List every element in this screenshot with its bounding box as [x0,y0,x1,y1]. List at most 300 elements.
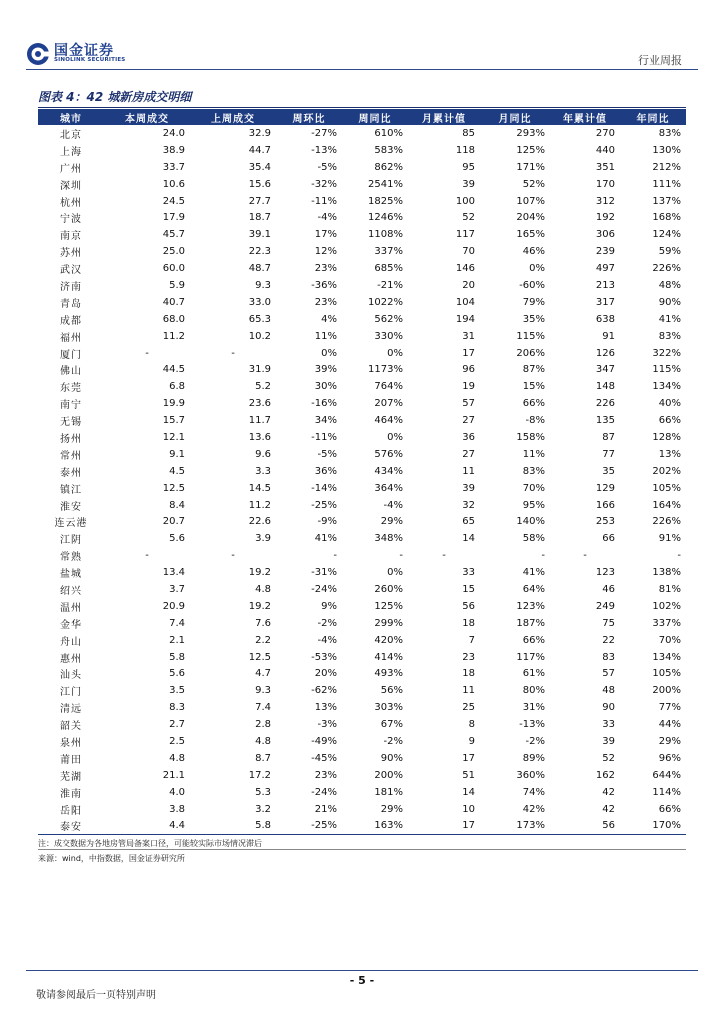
value-cell: 1022% [368,296,403,308]
value-cell: 61% [522,668,545,680]
value-cell: -16% [311,398,337,410]
logo-chinese-name: 国金证券 [54,43,114,59]
value-cell: 14.5 [248,482,271,494]
table-row [38,767,686,784]
city-cell: 金华 [60,619,82,631]
value-cell: 40% [658,398,681,410]
city-cell: 温州 [60,602,82,614]
value-cell: 17 [462,347,475,359]
value-cell: 3.8 [169,803,185,815]
city-cell: 广州 [60,163,82,175]
table-row [38,412,686,429]
value-cell: -13% [519,719,545,731]
value-cell: 5.8 [190,818,276,835]
value-cell: 95% [522,499,545,511]
table-row [38,666,686,683]
city-cell: 江阴 [60,535,82,547]
city-cell: 宁波 [60,214,82,226]
value-cell: 39% [314,364,337,376]
value-cell: 33.0 [248,296,271,308]
value-cell: 52 [462,212,475,224]
value-cell: 4.4 [104,818,190,835]
value-cell: -2% [317,617,337,629]
value-cell: 15 [462,583,475,595]
table-row [38,716,686,733]
value-cell: 27.7 [248,195,271,207]
table-row [38,142,686,159]
column-header: 周环比 [276,109,342,125]
value-cell: -8% [525,415,545,427]
value-cell: 5.3 [255,786,271,798]
value-cell: -36% [311,279,337,291]
value-cell: 18.7 [248,212,271,224]
value-cell: 270 [595,127,615,139]
title-divider [38,107,686,108]
value-cell: -2% [383,736,403,747]
value-cell: 31 [462,330,475,342]
value-cell: 85 [462,127,475,139]
value-cell: 114% [652,786,681,798]
value-cell: 104 [455,296,475,308]
table-row [38,277,686,294]
value-cell: 158% [516,431,545,443]
value-cell: - [677,550,681,562]
value-cell: 638 [595,313,615,325]
value-cell: 312 [595,195,615,207]
value-cell: 200% [652,685,681,697]
city-cell: 上海 [60,146,82,158]
city-cell: 淮南 [60,788,82,800]
table-row [38,159,686,176]
table-row [38,682,686,699]
city-cell: 莆田 [60,754,82,766]
value-cell: 9 [468,736,475,747]
value-cell: 187% [516,617,545,629]
value-cell: 337% [374,246,403,258]
value-cell: 66 [602,533,615,545]
table-row [38,513,686,530]
value-cell: - [145,550,149,562]
value-cell: 39 [602,736,615,747]
value-cell: -32% [311,178,337,190]
value-cell: 3.9 [255,533,271,545]
value-cell: 181% [374,786,403,798]
city-cell: 镇江 [60,484,82,496]
value-cell: 134% [652,651,681,663]
value-cell: 57 [602,668,615,680]
value-cell: 12% [314,246,337,258]
value-cell: 9.6 [255,448,271,460]
table-row [38,446,686,463]
value-cell: 351 [595,161,615,173]
value-cell: 41% [314,533,337,545]
column-header: 月累计值 [408,109,480,125]
city-cell: 武汉 [60,265,82,277]
value-cell: 213 [595,279,615,291]
value-cell: 117 [455,229,475,241]
value-cell: 42% [522,803,545,815]
value-cell: 7.6 [255,617,271,629]
table-source: 来源：wind，中指数据，国金证券研究所 [38,854,185,863]
value-cell: 68.0 [162,313,185,325]
value-cell: 166 [595,499,615,511]
company-logo-icon [26,42,50,66]
value-cell: -49% [311,736,337,747]
new-home-sales-table [38,109,686,835]
table-row [38,209,686,226]
value-cell: 18 [462,617,475,629]
value-cell: 464% [374,415,403,427]
value-cell: -21% [377,279,403,291]
value-cell: 42 [602,803,615,815]
document-type: 行业周报 [638,54,682,67]
value-cell: 17 [462,752,475,764]
value-cell: 52 [602,752,615,764]
value-cell: 3.3 [255,465,271,477]
value-cell: 125% [374,600,403,612]
value-cell: 5.9 [169,279,185,291]
value-cell: 163% [342,818,408,835]
value-cell: 66% [658,803,681,815]
value-cell: 35% [522,313,545,325]
value-cell: 87% [522,364,545,376]
table-row [38,226,686,243]
value-cell: 90% [380,752,403,764]
value-cell: 135 [595,415,615,427]
city-cell: 扬州 [60,433,82,445]
value-cell: -4% [317,212,337,224]
value-cell: 293% [516,127,545,139]
table-row [38,176,686,193]
value-cell: 126 [595,347,615,359]
table-row [38,547,686,564]
value-cell: 67% [380,719,403,731]
value-cell: 56 [462,600,475,612]
value-cell: 91 [602,330,615,342]
table-row [38,378,686,395]
value-cell: 299% [374,617,403,629]
column-header: 周同比 [342,109,408,125]
value-cell: 115% [652,364,681,376]
value-cell: 19 [462,381,475,393]
value-cell: 260% [374,583,403,595]
city-cell: 济南 [60,281,82,293]
value-cell: 19.2 [248,567,271,579]
table-row [38,294,686,311]
table-row [38,632,686,649]
value-cell: 44% [658,719,681,731]
value-cell: 39 [462,482,475,494]
city-cell: 岳阳 [60,805,82,817]
value-cell: 134% [652,381,681,393]
value-cell: 22.3 [248,246,271,258]
value-cell: 66% [658,415,681,427]
value-cell: 610% [374,127,403,139]
value-cell: 31% [522,702,545,714]
value-cell: -9% [317,516,337,528]
value-cell: 576% [374,448,403,460]
value-cell: 165% [516,229,545,241]
figure-title: 图表 4：42 城新房成交明细 [38,90,192,104]
value-cell: 129 [595,482,615,494]
city-cell: 韶关 [60,721,82,733]
value-cell: 111% [652,178,681,190]
value-cell: 306 [595,229,615,241]
value-cell: -24% [311,786,337,798]
value-cell: 2.8 [255,719,271,731]
value-cell: 7.4 [255,702,271,714]
value-cell: 0% [387,431,403,443]
value-cell: 20.7 [162,516,185,528]
table-header-row [38,109,686,125]
value-cell: 12.5 [248,651,271,663]
header-divider [26,69,698,70]
value-cell: 414% [374,651,403,663]
value-cell: 2.2 [255,634,271,646]
value-cell: 12.5 [162,482,185,494]
value-cell: 420% [374,634,403,646]
table-row [38,429,686,446]
city-cell: 淮安 [60,501,82,513]
city-cell: 泰州 [60,467,82,479]
table-row [38,345,686,362]
page-header [0,0,724,72]
city-cell: 盐城 [60,569,82,581]
value-cell: 128% [652,431,681,443]
value-cell: 164% [652,499,681,511]
value-cell: 74% [522,786,545,798]
value-cell: 23% [314,769,337,781]
column-header: 本周成交 [104,109,190,125]
value-cell: 9% [321,600,337,612]
value-cell: - [541,550,545,562]
city-cell: 深圳 [60,180,82,192]
value-cell: 33.7 [162,161,185,173]
value-cell: -5% [317,161,337,173]
value-cell: 44.7 [248,144,271,156]
value-cell: -2% [525,736,545,747]
value-cell: 48.7 [248,263,271,275]
city-cell: 惠州 [60,653,82,665]
value-cell: 15.7 [162,415,185,427]
value-cell: 162 [595,769,615,781]
value-cell: 90 [602,702,615,714]
value-cell: -13% [311,144,337,156]
value-cell: 22.6 [248,516,271,528]
value-cell: 18 [462,668,475,680]
value-cell: 52% [522,178,545,190]
value-cell: 4.8 [255,736,271,747]
value-cell: 192 [595,212,615,224]
value-cell: 20 [462,279,475,291]
value-cell: 3.2 [255,803,271,815]
value-cell: 29% [380,516,403,528]
value-cell: 5.2 [255,381,271,393]
table-row [38,260,686,277]
value-cell: 32 [462,499,475,511]
value-cell: 75 [602,617,615,629]
value-cell: 3.5 [169,685,185,697]
value-cell: 204% [516,212,545,224]
value-cell: 2.7 [169,719,185,731]
value-cell: 118 [455,144,475,156]
value-cell: 17.2 [248,769,271,781]
value-cell: 330% [374,330,403,342]
value-cell: 27 [462,448,475,460]
table-body [38,125,686,835]
value-cell: 253 [595,516,615,528]
value-cell: 862% [374,161,403,173]
table-row [38,699,686,716]
value-cell: 32.9 [248,127,271,139]
value-cell: 25 [462,702,475,714]
value-cell: 8.3 [169,702,185,714]
value-cell: 7.4 [169,617,185,629]
city-cell: 杭州 [60,197,82,209]
value-cell: 89% [522,752,545,764]
value-cell: - [442,550,446,562]
table-row [38,125,686,142]
value-cell: 117% [516,651,545,663]
value-cell: 51 [462,769,475,781]
value-cell: 138% [652,567,681,579]
value-cell: 23 [462,651,475,663]
value-cell: 685% [374,263,403,275]
value-cell: 57 [462,398,475,410]
column-header: 月同比 [480,109,550,125]
value-cell: 77 [602,448,615,460]
city-cell: 清远 [60,704,82,716]
value-cell: 4.5 [169,465,185,477]
city-cell: 连云港 [54,518,88,530]
value-cell: 9.3 [255,279,271,291]
value-cell: 15% [522,381,545,393]
value-cell: 102% [652,600,681,612]
value-cell: 11.2 [162,330,185,342]
value-cell: 60.0 [162,263,185,275]
value-cell: 562% [374,313,403,325]
value-cell: 23% [314,263,337,275]
value-cell: 5.6 [169,533,185,545]
city-cell: 舟山 [60,636,82,648]
value-cell: 4.8 [255,583,271,595]
value-cell: 11.7 [248,415,271,427]
table-row [38,581,686,598]
value-cell: -31% [311,567,337,579]
value-cell: 41% [522,567,545,579]
table-row [38,361,686,378]
value-cell: 29% [658,736,681,747]
value-cell: 83% [658,127,681,139]
value-cell: 146 [455,263,475,275]
value-cell: 24.5 [162,195,185,207]
value-cell: 30% [314,381,337,393]
value-cell: 38.9 [162,144,185,156]
value-cell: 226 [595,398,615,410]
value-cell: - [231,550,235,562]
column-header: 上周成交 [190,109,276,125]
value-cell: 70% [658,634,681,646]
value-cell: 14 [462,533,475,545]
value-cell: 13% [658,448,681,460]
value-cell: 0% [387,347,403,359]
value-cell: 19.9 [162,398,185,410]
value-cell: 493% [374,668,403,680]
value-cell: 39 [462,178,475,190]
table-row [38,480,686,497]
table-row [38,497,686,514]
city-cell: 常州 [60,450,82,462]
table-row [38,243,686,260]
value-cell: 6.8 [169,381,185,393]
value-cell: 13% [314,702,337,714]
footer-divider [26,970,698,971]
value-cell: 83% [522,465,545,477]
value-cell: 87 [602,431,615,443]
table-row [38,193,686,210]
column-header: 年同比 [620,109,686,125]
value-cell: -27% [311,127,337,139]
value-cell: 107% [516,195,545,207]
value-cell: 35.4 [248,161,271,173]
value-cell: 41% [658,313,681,325]
table-row [38,649,686,666]
value-cell: 1173% [368,364,403,376]
value-cell: 56% [380,685,403,697]
value-cell: 4.0 [169,786,185,798]
column-header: 年累计值 [550,109,620,125]
value-cell: -25% [311,499,337,511]
value-cell: 23% [314,296,337,308]
value-cell: 58% [522,533,545,545]
value-cell: 303% [374,702,403,714]
value-cell: 46 [602,583,615,595]
table-row [38,463,686,480]
value-cell: 15.6 [248,178,271,190]
value-cell: 9.1 [169,448,185,460]
value-cell: 21.1 [162,769,185,781]
value-cell: 347 [595,364,615,376]
value-cell: 207% [374,398,403,410]
value-cell: 8 [468,719,475,731]
value-cell: -53% [311,651,337,663]
city-cell: 绍兴 [60,585,82,597]
value-cell: 79% [522,296,545,308]
value-cell: 19.2 [248,600,271,612]
table-row [38,615,686,632]
table-row [38,733,686,750]
value-cell: 48 [602,685,615,697]
city-cell: 佛山 [60,366,82,378]
table-row [38,750,686,767]
value-cell: 13.6 [248,431,271,443]
table-row [38,801,686,818]
value-cell: 33 [602,719,615,731]
city-cell: 北京 [60,129,82,141]
value-cell: 105% [652,668,681,680]
value-cell: 239 [595,246,615,258]
value-cell: 1108% [368,229,403,241]
value-cell: 14 [462,786,475,798]
value-cell: -62% [311,685,337,697]
value-cell: 2541% [368,178,403,190]
value-cell: 17% [314,229,337,241]
value-cell: 173% [480,818,550,835]
value-cell: 70% [522,482,545,494]
value-cell: 105% [652,482,681,494]
value-cell: 4.7 [255,668,271,680]
value-cell: 27 [462,415,475,427]
